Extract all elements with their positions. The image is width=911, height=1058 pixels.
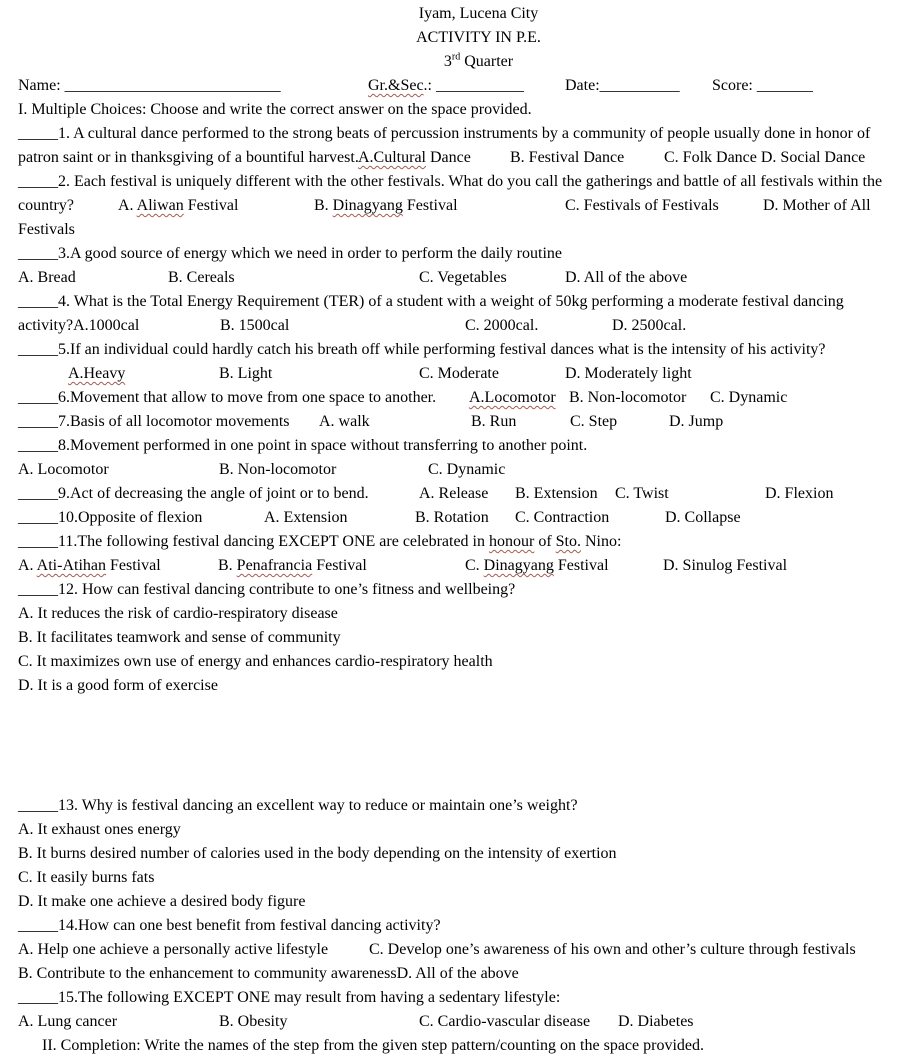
q15-options: A. Lung cancer B. Obesity C. Cardio-vascular disease D. Diabetes — [18, 1013, 694, 1030]
q13-option-b: B. It burns desired number of calories used in the body depending on the intensity of exertion — [18, 845, 617, 862]
q2-line-1: _____2. Each festival is uniquely different with the other festivals. What do you call the gatherings and battle of all festivals within the — [18, 173, 883, 190]
q14-question: _____14.How can one best benefit from festival dancing activity? — [18, 917, 441, 934]
q13-question: _____13. Why is festival dancing an excellent way to reduce or maintain one’s weight? — [18, 797, 578, 814]
header-location: Iyam, Lucena City — [418, 5, 539, 22]
q10-line: _____10.Opposite of flexion A. Extension B. Rotation C. Contraction D. Collapse — [18, 509, 741, 526]
q5-options: A.Heavy B. Light C. Moderate D. Moderately light — [68, 365, 692, 382]
blank-line — [18, 746, 911, 770]
q13-option-d: D. It make one achieve a desired body figure — [18, 893, 306, 910]
q12-option-c: C. It maximizes own use of energy and enhances cardio-respiratory health — [18, 653, 493, 670]
q7-line: _____7.Basis of all locomotor movements A. walk B. Run C. Step D. Jump — [18, 413, 724, 430]
q8-options: A. Locomotor B. Non-locomotor C. Dynamic — [18, 461, 506, 478]
header-title: ACTIVITY IN P.E. — [416, 29, 541, 46]
q11-question: _____11.The following festival dancing EXCEPT ONE are celebrated in honour of Sto. Nino: — [18, 533, 622, 550]
q1-line-2: patron saint or in thanksgiving of a bountiful harvest. A.Cultural Dance B. Festival Dance C. Folk Dance D. Social Dance — [18, 149, 866, 166]
q11-options: A. Ati-Atihan Festival B. Penafrancia Festival C. Dinagyang Festival D. Sinulog Festival — [18, 557, 788, 574]
blank-line — [18, 770, 911, 794]
q8-question: _____8.Movement performed in one point in space without transferring to another point. — [18, 437, 588, 454]
q12-option-b: B. It facilitates teamwork and sense of community — [18, 629, 341, 646]
q3-options: A. Bread B. Cereals C. Vegetables D. All of the above — [18, 269, 688, 286]
section-2-heading: II. Completion: Write the names of the step from the given step pattern/counting on the space provided. — [42, 1037, 704, 1054]
q3-question: _____3.A good source of energy which we need in order to perform the daily routine — [18, 245, 562, 262]
q12-option-d: D. It is a good form of exercise — [18, 677, 218, 694]
q14-options-line-1: A. Help one achieve a personally active lifestyle C. Develop one’s awareness of his own and other’s culture through festivals — [18, 941, 856, 958]
q6-line: _____6.Movement that allow to move from one space to another. A.Locomotor B. Non-locomotor C. Dynamic — [18, 389, 788, 406]
q15-question: _____15.The following EXCEPT ONE may result from having a sedentary lifestyle: — [18, 989, 561, 1006]
q2-line-3: Festivals — [18, 221, 75, 238]
q14-options-line-2: B. Contribute to the enhancement to community awarenessD. All of the above — [18, 965, 519, 982]
blank-line — [18, 722, 911, 746]
section-1-heading: I. Multiple Choices: Choose and write the correct answer on the space provided. — [18, 101, 532, 118]
q9-line: _____9.Act of decreasing the angle of joint or to bend. A. Release B. Extension C. Twist D. Flexion — [18, 485, 834, 502]
q12-option-a: A. It reduces the risk of cardio-respiratory disease — [18, 605, 338, 622]
q12-question: _____12. How can festival dancing contribute to one’s fitness and wellbeing? — [18, 581, 516, 598]
q13-option-c: C. It easily burns fats — [18, 869, 155, 886]
q1-line-1: _____1. A cultural dance performed to the strong beats of percussion instruments by a community of people usually done in honor of — [18, 125, 871, 142]
header-quarter: 3rd Quarter — [443, 51, 514, 70]
info-line: Name: ___________________________ Gr.&Sec.: ___________ Date:__________ Score: _______ — [18, 77, 813, 94]
q2-line-2: country? A. Aliwan Festival B. Dinagyang Festival C. Festivals of Festivals D. Mother of All — [18, 197, 871, 214]
q4-options: activity?A.1000cal B. 1500cal C. 2000cal. D. 2500cal. — [18, 317, 687, 334]
q4-question: _____4. What is the Total Energy Requirement (TER) of a student with a weight of 50kg performing a moderate festival dancing — [18, 293, 844, 310]
blank-line — [18, 698, 911, 722]
q5-question: _____5.If an individual could hardly catch his breath off while performing festival dances what is the intensity of his activity? — [18, 341, 826, 358]
q13-option-a: A. It exhaust ones energy — [18, 821, 181, 838]
